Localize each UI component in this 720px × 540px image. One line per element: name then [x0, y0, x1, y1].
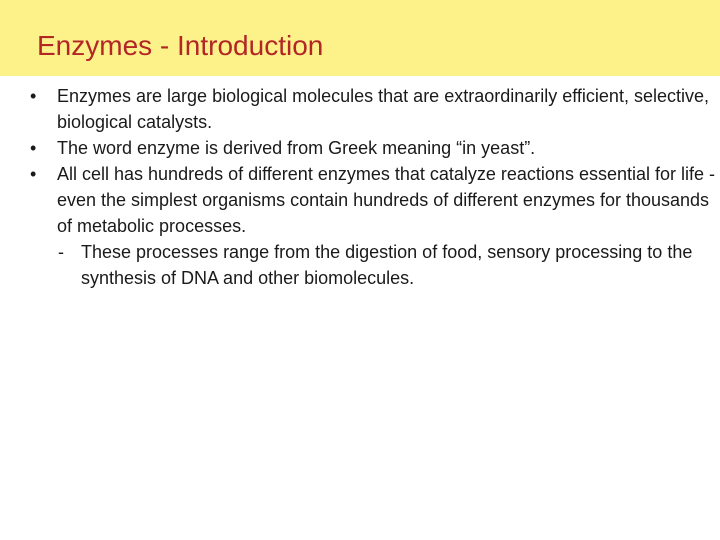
title-bar: [0, 0, 720, 76]
bullet-item: [30, 83, 716, 135]
slide-title: Enzymes - Introduction: [37, 30, 324, 61]
bullet-text: All cell has hundreds of different enzymes that catalyze reactions essential for life - even the simplest organisms contain hundreds of different enzymes for thousands of metabolic processes.: [57, 164, 716, 236]
sub-bullet-text: These processes range from the digestion of food, sensory processing to the synthesis of DNA and other biomolecules.: [81, 242, 693, 288]
slide-body: [30, 83, 716, 291]
sub-bullet-dash: -: [58, 242, 64, 262]
sub-bullet-item: [30, 239, 716, 291]
bullet-item: [30, 135, 716, 161]
bullet-dot: •: [30, 138, 37, 158]
bullet-dot: •: [30, 164, 37, 184]
bullet-text: Enzymes are large biological molecules that are extraordinarily efficient, selective, biological catalysts.: [57, 86, 709, 132]
bullet-item: [30, 161, 716, 239]
bullet-dot: •: [30, 86, 37, 106]
bullet-text: The word enzyme is derived from Greek meaning “in yeast”.: [57, 138, 536, 158]
